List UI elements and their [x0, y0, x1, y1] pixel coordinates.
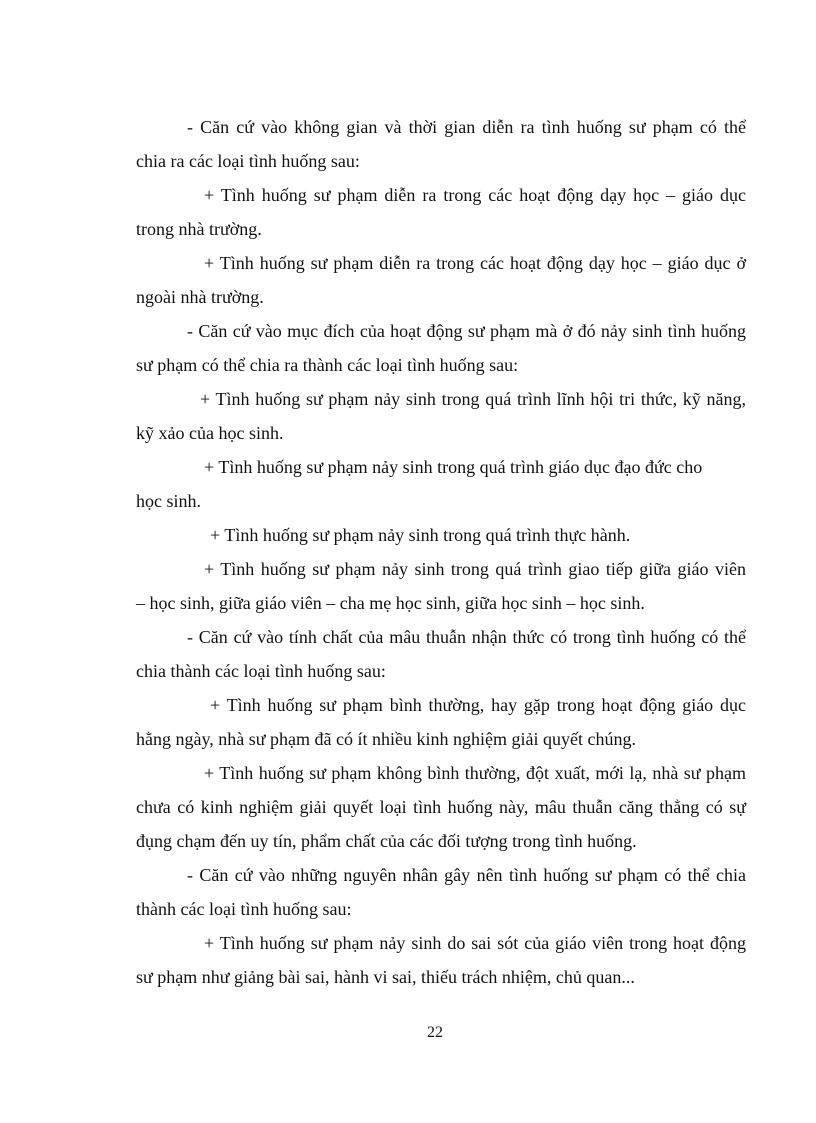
- paragraph-line: chia ra các loại tình huống sau:: [136, 151, 360, 171]
- paragraph-line: sư phạm có thể chia ra thành các loại tình huống sau:: [136, 355, 519, 375]
- paragraph-line: - Căn cứ vào tính chất của mâu thuẫn nhận thức có trong tình huống có thể: [187, 627, 746, 647]
- paragraph-line: + Tình huống sư phạm diễn ra trong các hoạt động dạy học – giáo dục ở: [204, 253, 746, 273]
- paragraph-line: + Tình huống sư phạm diễn ra trong các hoạt động dạy học – giáo dục: [204, 185, 746, 205]
- paragraph-line: ngoài nhà trường.: [136, 287, 264, 307]
- paragraph-line: + Tình huống sư phạm nảy sinh trong quá trình thực hành.: [210, 525, 631, 545]
- paragraph-line: + Tình huống sư phạm nảy sinh do sai sót của giáo viên trong hoạt động: [204, 933, 746, 953]
- page-number: 22: [427, 1024, 443, 1041]
- paragraph-line: chưa có kinh nghiệm giải quyết loại tình huống này, mâu thuẫn căng thẳng có sự: [136, 797, 746, 817]
- paragraph-line: + Tình huống sư phạm nảy sinh trong quá trình lĩnh hội tri thức, kỹ năng,: [200, 389, 746, 409]
- paragraph-line: kỹ xảo của học sinh.: [136, 423, 284, 443]
- paragraph-line: trong nhà trường.: [136, 219, 262, 239]
- paragraph-line: + Tình huống sư phạm bình thường, hay gặp trong hoạt động giáo dục: [210, 695, 746, 715]
- paragraph-line: - Căn cứ vào mục đích của hoạt động sư phạm mà ở đó nảy sinh tình huống: [187, 321, 746, 341]
- paragraph-line: – học sinh, giữa giáo viên – cha mẹ học sinh, giữa học sinh – học sinh.: [136, 593, 645, 613]
- paragraph-line: học sinh.: [136, 491, 201, 511]
- document-body: [136, 110, 746, 994]
- paragraph-line: chia thành các loại tình huống sau:: [136, 661, 386, 681]
- paragraph-line: hằng ngày, nhà sư phạm đã có ít nhiều kinh nghiệm giải quyết chúng.: [136, 729, 636, 749]
- paragraph-line: + Tình huống sư phạm nảy sinh trong quá trình giáo dục đạo đức cho: [204, 457, 703, 477]
- paragraph-line: thành các loại tình huống sau:: [136, 899, 352, 919]
- paragraph-line: - Căn cứ vào những nguyên nhân gây nên tình huống sư phạm có thể chia: [187, 865, 746, 885]
- paragraph-line: + Tình huống sư phạm nảy sinh trong quá trình giao tiếp giữa giáo viên: [204, 559, 746, 579]
- paragraph-line: - Căn cứ vào không gian và thời gian diễn ra tình huống sư phạm có thể: [187, 117, 746, 137]
- paragraph-line: + Tình huống sư phạm không bình thường, đột xuất, mới lạ, nhà sư phạm: [204, 763, 746, 783]
- paragraph-line: sư phạm như giảng bài sai, hành vi sai, thiếu trách nhiệm, chủ quan...: [136, 967, 635, 987]
- paragraph-line: đụng chạm đến uy tín, phẩm chất của các đối tượng trong tình huống.: [136, 831, 637, 851]
